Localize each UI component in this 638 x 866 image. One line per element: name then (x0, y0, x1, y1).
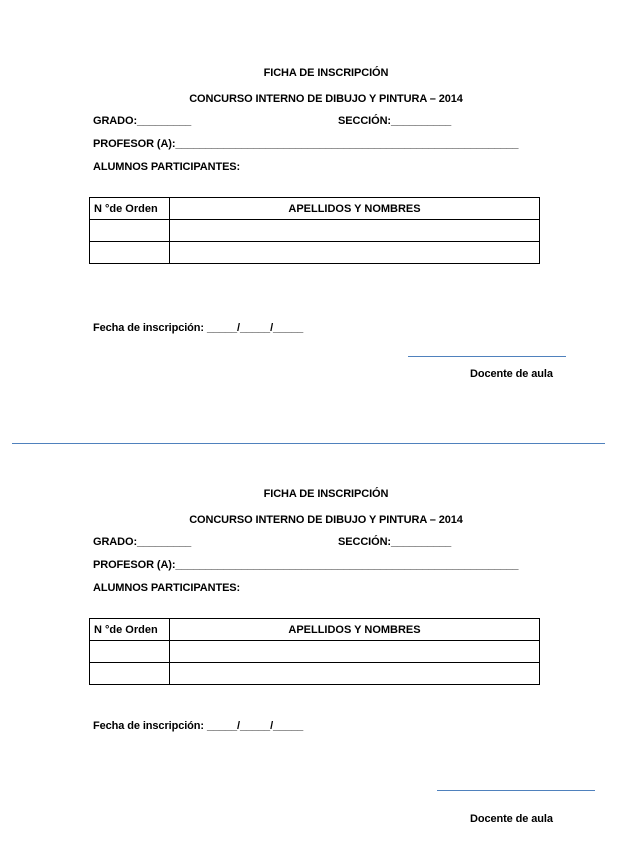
seccion-field: SECCIÓN:__________ (338, 115, 452, 127)
fecha-inscripcion: Fecha de inscripción: _____/_____/_____ (93, 322, 304, 334)
form-title: FICHA DE INSCRIPCIÓN (263, 488, 389, 500)
signature-label: Docente de aula (470, 368, 553, 380)
header-names: APELLIDOS Y NOMBRES (170, 619, 540, 641)
header-order-number: N °de Orden (90, 619, 170, 641)
order-number-cell (90, 220, 170, 242)
names-cell (170, 663, 540, 685)
cut-separator-line (12, 443, 605, 444)
names-cell (170, 641, 540, 663)
table-row (90, 220, 540, 242)
form-title: FICHA DE INSCRIPCIÓN (263, 67, 389, 79)
profesor-field: PROFESOR (A):_________________________________________________________ (93, 559, 519, 571)
table-header-row (90, 198, 540, 220)
signature-line (408, 356, 566, 357)
signature-line (437, 790, 595, 791)
grado-field: GRADO:_________ (93, 536, 192, 548)
participants-table (89, 197, 540, 264)
order-number-cell (90, 242, 170, 264)
form-subtitle: CONCURSO INTERNO DE DIBUJO Y PINTURA – 2014 (189, 93, 463, 105)
header-order-number: N °de Orden (90, 198, 170, 220)
participants-table (89, 618, 540, 685)
table-row (90, 242, 540, 264)
signature-label: Docente de aula (470, 813, 553, 825)
header-names: APELLIDOS Y NOMBRES (170, 198, 540, 220)
grado-field: GRADO:_________ (93, 115, 192, 127)
form-subtitle: CONCURSO INTERNO DE DIBUJO Y PINTURA – 2014 (189, 514, 463, 526)
order-number-cell (90, 641, 170, 663)
names-cell (170, 242, 540, 264)
fecha-inscripcion: Fecha de inscripción: _____/_____/_____ (93, 720, 304, 732)
alumnos-heading: ALUMNOS PARTICIPANTES: (93, 582, 241, 594)
names-cell (170, 220, 540, 242)
table-row (90, 641, 540, 663)
table-header-row (90, 619, 540, 641)
alumnos-heading: ALUMNOS PARTICIPANTES: (93, 161, 241, 173)
table-row (90, 663, 540, 685)
profesor-field: PROFESOR (A):_________________________________________________________ (93, 138, 519, 150)
order-number-cell (90, 663, 170, 685)
seccion-field: SECCIÓN:__________ (338, 536, 452, 548)
